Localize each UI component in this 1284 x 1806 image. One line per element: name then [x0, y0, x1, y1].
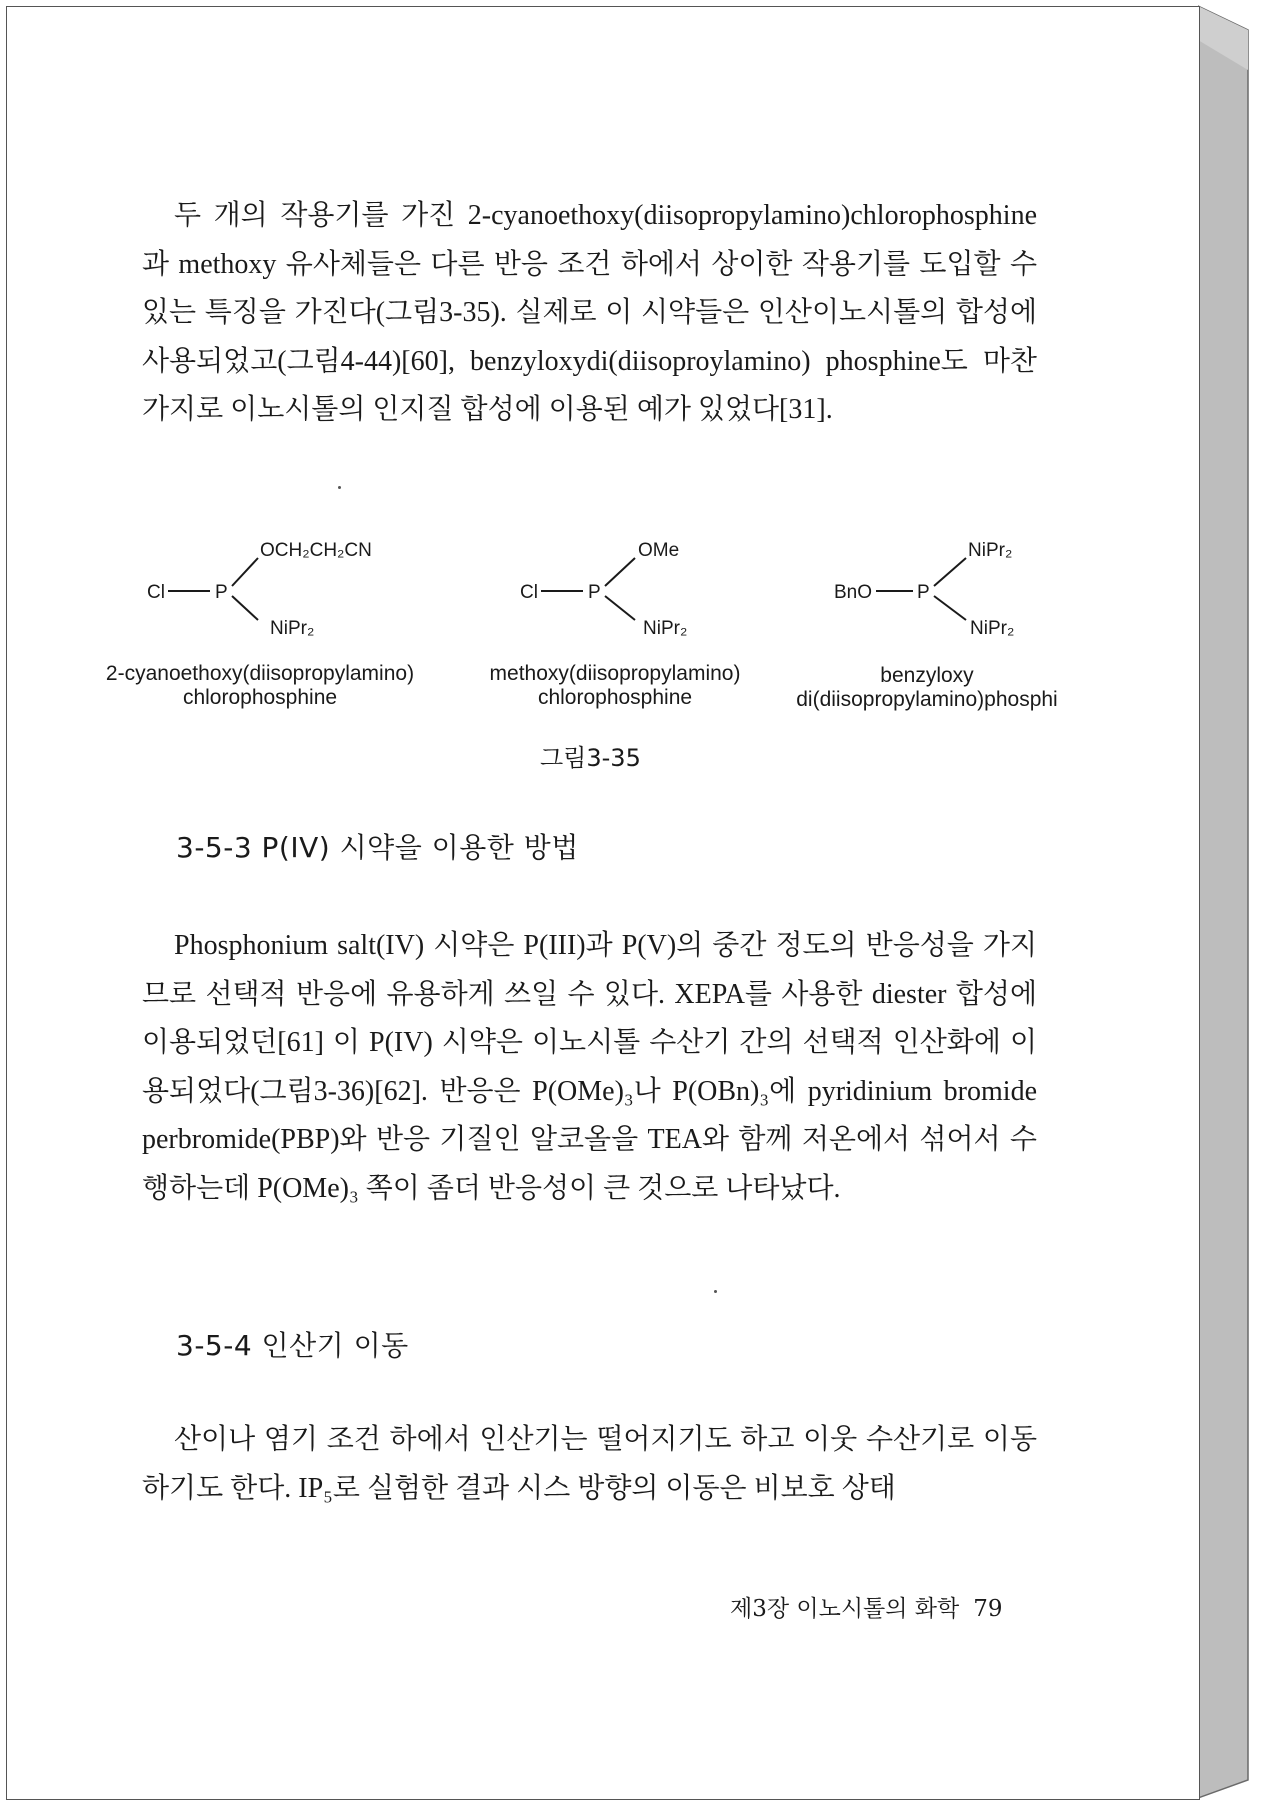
structure-3-upper: NiPr₂ [968, 540, 1013, 561]
page-number: 79 [973, 1596, 1003, 1622]
structure-diagrams [80, 528, 1080, 668]
page-footer [730, 1590, 1017, 1623]
footer-chapter: 제3장 이노시톨의 화학 [730, 1596, 960, 1622]
structure-2-upper: OMe [638, 540, 680, 561]
caption-3-line1: benzyloxy [880, 664, 974, 687]
structure-2 [520, 540, 687, 639]
figure-label: 그림3-35 [540, 744, 641, 772]
caption-structure-2 [460, 662, 770, 710]
structure-1 [147, 540, 372, 639]
section-heading-3-5-4: 3-5-4 인산기 이동 [176, 1329, 409, 1362]
caption-1-line2: chlorophosphine [182, 686, 338, 709]
structure-3-center: P [917, 582, 930, 603]
caption-structure-1 [80, 662, 440, 710]
caption-structure-3 [774, 664, 1080, 712]
caption-2-line1: methoxy(diisopropylamino) [489, 662, 741, 685]
structure-1-center: P [215, 582, 228, 603]
paragraph-phosphate-migration: 산이나 염기 조건 하에서 인산기는 떨어지기도 하고 이웃 수산기로 이동하기도 한다. IP₅로 실험한 결과 시스 방향의 이동은 비보호 상태 [142, 1424, 1037, 1504]
structure-1-left: Cl [147, 582, 165, 603]
scan-speck [714, 1290, 717, 1293]
structure-1-lower: NiPr₂ [270, 618, 315, 639]
scan-speck [338, 486, 341, 489]
section-heading-3-5-3: 3-5-3 P(IV) 시약을 이용한 방법 [176, 831, 579, 864]
paragraph-phosphonium-salt: Phosphonium salt(IV) 시약은 P(III)과 P(V)의 중간 정도의 반응성을 가지므로 선택적 반응에 유용하게 쓰일 수 있다. XEPA를 사용한 diester 합성에 이용되었던[61] 이 P(IV) 시약은 이노시톨 수산기 간의 선택적 인산화에 이용되었다(그림3-36)[62]. 반응은 P(OMe)₃나 P(OBn)₃에 pyridinium bromide perbromide(PBP)와 반응 기질인 알코올을 TEA와 함께 저온에서 섞어서 수행하는데 P(OMe)₃ 쪽이 좀더 반응성이 큰 것으로 나타났다. [142, 930, 1037, 1204]
structure-3-left: BnO [834, 582, 873, 603]
structure-2-left: Cl [520, 582, 538, 603]
caption-3-line2: di(diisopropylamino)phosphi [796, 688, 1058, 711]
structure-3-lower: NiPr₂ [970, 618, 1015, 639]
caption-1-line1: 2-cyanoethoxy(diisopropylamino) [105, 662, 415, 685]
book-edge [1198, 0, 1284, 1806]
paragraph-phosphine-reagents: 두 개의 작용기를 가진 2-cyanoethoxy(diisopropylamino)chlorophosphine과 methoxy 유사체들은 다른 반응 조건 하에서 상이한 작용기를 도입할 수 있는 특징을 가진다(그림3-35). 실제로 이 시약들은 인산이노시톨의 합성에 사용되었고(그림4-44)[60], benzyloxydi(diisoproylamino) phosphine도 마찬가지로 이노시톨의 인지질 합성에 이용된 예가 있었다[31]. [142, 200, 1037, 425]
structure-2-center: P [588, 582, 601, 603]
structure-3 [834, 540, 1014, 639]
structure-1-upper: OCH₂CH₂CN [260, 540, 372, 561]
structure-2-lower: NiPr₂ [643, 618, 688, 639]
caption-2-line2: chlorophosphine [537, 686, 693, 709]
